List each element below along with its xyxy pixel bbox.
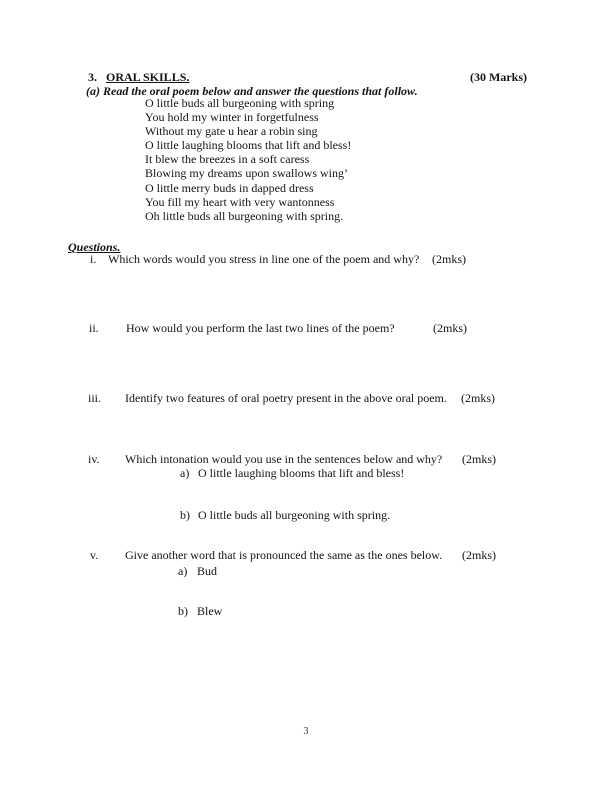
question-marks: (2mks) xyxy=(462,452,496,466)
question-marks: (2mks) xyxy=(433,321,467,335)
question-numeral: i. xyxy=(90,252,97,266)
poem-line: It blew the breezes in a soft caress xyxy=(145,152,310,167)
subitem-label: a) xyxy=(180,466,190,480)
question-text: Give another word that is pronounced the same as the ones below. xyxy=(125,548,443,562)
instruction-line: (a) Read the oral poem below and answer the questions that follow. xyxy=(86,84,418,98)
poem-block xyxy=(145,96,351,223)
question-marks: (2mks) xyxy=(461,391,495,405)
question-numeral: v. xyxy=(90,548,99,562)
question-text: Which intonation would you use in the sentences below and why? xyxy=(125,452,443,466)
poem-line: O little buds all burgeoning with spring xyxy=(145,96,335,110)
question-iv-subitem-a xyxy=(0,466,612,481)
subitem-label: a) xyxy=(178,564,188,578)
section-number: 3. xyxy=(88,70,97,84)
poem-line: Oh little buds all burgeoning with spring. xyxy=(145,208,344,223)
question-numeral: iv. xyxy=(88,452,100,466)
poem-line: You fill my heart with very wantonness xyxy=(145,194,335,209)
question-text: How would you perform the last two lines of the poem? xyxy=(126,321,395,335)
poem-line: O little merry buds in dapped dress xyxy=(145,180,314,195)
poem-line: Blowing my dreams upon swallows wing’ xyxy=(145,166,348,181)
questions-heading: Questions. xyxy=(68,240,121,254)
question-item-ii xyxy=(0,321,612,336)
question-v-subitem-b xyxy=(0,604,612,619)
poem-line: Without my gate u hear a robin sing xyxy=(145,124,318,139)
question-numeral: iii. xyxy=(88,391,102,405)
question-item-iv xyxy=(0,452,612,467)
question-marks: (2mks) xyxy=(432,252,466,266)
question-text: Identify two features of oral poetry present in the above oral poem. xyxy=(125,391,447,405)
poem-line: You hold my winter in forgetfulness xyxy=(145,110,319,125)
subitem-label: b) xyxy=(180,508,190,522)
question-item-i xyxy=(0,252,612,267)
question-item-iii xyxy=(0,391,612,406)
page-number: 3 xyxy=(303,726,309,737)
subitem-text: O little buds all burgeoning with spring. xyxy=(198,508,391,522)
poem-line: O little laughing blooms that lift and bless! xyxy=(145,138,352,153)
subitem-text: Blew xyxy=(197,604,223,618)
section-marks: (30 Marks) xyxy=(470,70,527,84)
question-numeral: ii. xyxy=(89,321,99,335)
question-marks: (2mks) xyxy=(462,548,496,562)
subitem-text: O little laughing blooms that lift and bless! xyxy=(198,466,405,480)
question-text: Which words would you stress in line one of the poem and why? xyxy=(108,252,420,266)
question-item-v xyxy=(0,548,612,563)
subitem-text: Bud xyxy=(197,564,218,578)
section-title: ORAL SKILLS. xyxy=(106,70,190,84)
question-iv-subitem-b xyxy=(0,508,612,523)
question-v-subitem-a xyxy=(0,564,612,579)
subitem-label: b) xyxy=(178,604,188,618)
